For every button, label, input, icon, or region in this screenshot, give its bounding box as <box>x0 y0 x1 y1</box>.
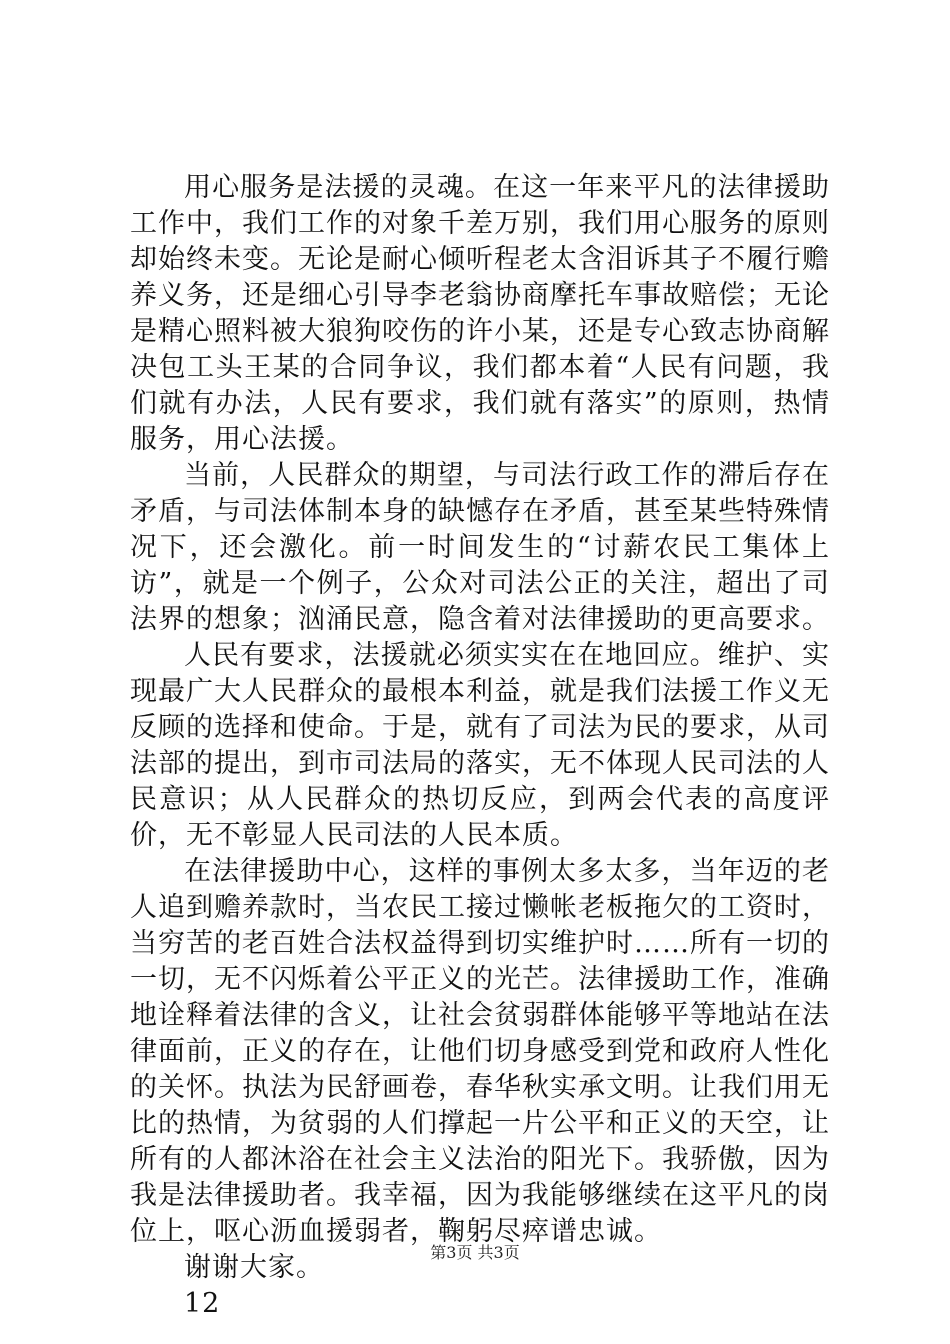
paragraph-legal-aid-service: 用心服务是法援的灵魂。在这一年来平凡的法律援助工作中，我们工作的对象千差万别，我们用心服务的原则却始终未变。无论是耐心倾听程老太含泪诉其子不履行赡养义务，还是细心引导李老翁协商摩托车事故赔偿；无论是精心照料被大狼狗咬伤的许小某，还是专心致志协商解决包工头王某的合同争议，我们都本着“人民有问题，我们就有办法，人民有要求，我们就有落实”的原则，热情服务，用心法援。 <box>130 172 830 455</box>
page-footer: 第3页 共3页 <box>430 1243 520 1262</box>
paragraph-public-expectations: 当前，人民群众的期望，与司法行政工作的滞后存在矛盾，与司法体制本身的缺憾存在矛盾，甚至某些特殊情况下，还会激化。前一时间发生的“讨薪农民工集体上访”，就是一个例子，公众对司法公正的关注，超出了司法界的想象；汹涌民意，隐含着对法律援助的更高要求。 <box>130 460 830 635</box>
paragraph-thanks: 谢谢大家。 <box>184 1252 324 1283</box>
paragraph-people-demands: 人民有要求，法援就必须实实在在地回应。维护、实现最广大人民群众的最根本利益，就是我们法援工作义无反顾的选择和使命。于是，就有了司法为民的要求，从司法部的提出，到市司法局的落实，无不体现人民司法的人民意识；从人民群众的热切反应，到两会代表的高度评价，无不彰显人民司法的人民本质。 <box>130 640 830 851</box>
paragraph-legal-aid-center: 在法律援助中心，这样的事例太多太多，当年迈的老人追到赡养款时，当农民工接过懒帐老板拖欠的工资时，当穷苦的老百姓合法权益得到切实维护时……所有一切的一切，无不闪烁着公平正义的光芒。法律援助工作，准确地诠释着法律的含义，让社会贫弱群体能够平等地站在法律面前，正义的存在，让他们切身感受到党和政府人性化的关怀。执法为民舒画卷，春华秋实承文明。让我们用无比的热情，为贫弱的人们撑起一片公平和正义的天空，让所有的人都沐浴在社会主义法治的阳光下。我骄傲，因为我是法律援助者。我幸福，因为我能够继续在这平凡的岗位上，呕心沥血援弱者，鞠躬尽瘁谱忠诚。 <box>130 856 830 1247</box>
paragraph-number: 12 <box>184 1288 221 1319</box>
document-body <box>130 170 830 1322</box>
